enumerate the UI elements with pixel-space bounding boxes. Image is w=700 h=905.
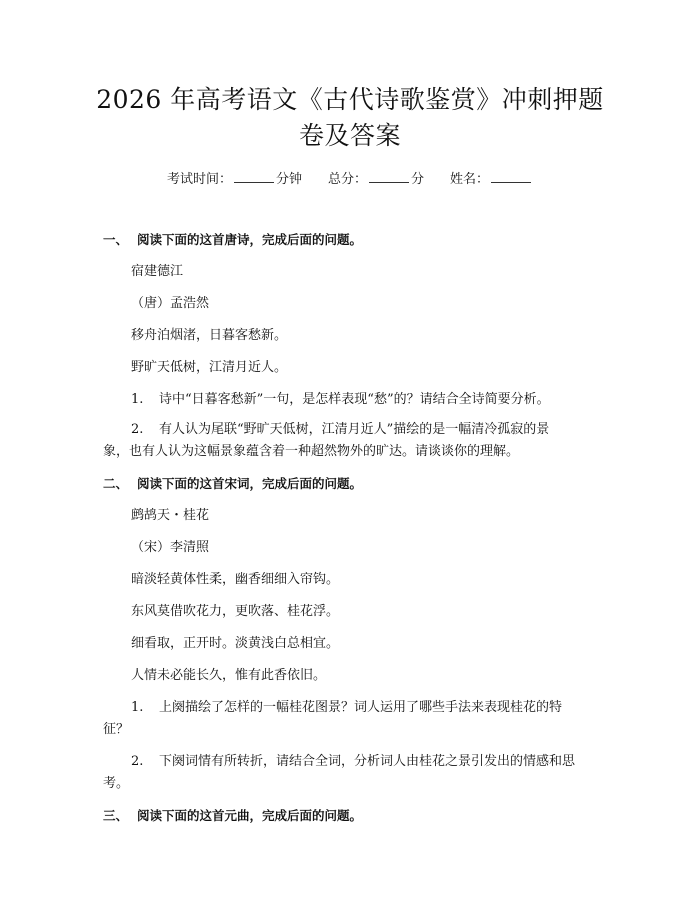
section-heading bbox=[103, 806, 362, 826]
poem-line: 暗淡轻黄体性柔，幽香细细入帘钩。 bbox=[131, 572, 340, 587]
question-text-continued: 考。 bbox=[103, 776, 130, 791]
name-label: 姓名： bbox=[450, 172, 490, 187]
poem-author: （宋）李清照 bbox=[131, 540, 210, 555]
question-text: 上阕描绘了怎样的一幅桂花图景？词人运用了哪些手法来表现桂花的特 bbox=[159, 700, 563, 715]
question bbox=[131, 390, 550, 410]
question-number: 1. bbox=[131, 700, 144, 715]
poem-title: 宿建德江 bbox=[131, 264, 184, 279]
name-blank bbox=[491, 168, 531, 183]
section-heading-text: 阅读下面的这首唐诗，完成后面的问题。 bbox=[137, 232, 363, 247]
exam-info bbox=[0, 168, 700, 190]
section-heading-text: 阅读下面的这首宋词，完成后面的问题。 bbox=[137, 476, 363, 491]
poem-line: 人情未必能长久，惟有此香依旧。 bbox=[131, 668, 327, 683]
poem-line: 东风莫借吹花力，更吹落、桂花浮。 bbox=[131, 604, 340, 619]
section-heading bbox=[103, 230, 362, 250]
question bbox=[131, 752, 575, 772]
title-line-1: 2026 年高考语文《古代诗歌鉴赏》冲刺押题 bbox=[96, 85, 604, 114]
time-label: 考试时间： bbox=[166, 172, 232, 187]
question-number: 2. bbox=[131, 422, 144, 437]
section-heading-text: 阅读下面的这首元曲，完成后面的问题。 bbox=[137, 808, 363, 823]
score-label: 总分： bbox=[327, 172, 367, 187]
score-unit: 分 bbox=[411, 172, 425, 187]
section-number: 二、 bbox=[103, 476, 129, 491]
question bbox=[131, 698, 562, 718]
section-number: 一、 bbox=[103, 232, 129, 247]
score-blank bbox=[369, 168, 409, 183]
poem-title: 鹧鸪天・桂花 bbox=[131, 508, 210, 523]
question-text-continued: 征？ bbox=[103, 722, 130, 737]
time-unit: 分钟 bbox=[275, 172, 302, 187]
question bbox=[131, 420, 549, 440]
poem-line: 移舟泊烟渚，日暮客愁新。 bbox=[131, 328, 288, 343]
time-blank bbox=[234, 168, 274, 183]
question-number: 2. bbox=[131, 754, 144, 769]
poem-line: 细看取，正开时。淡黄浅白总相宜。 bbox=[131, 636, 340, 651]
question-text: 下阕词情有所转折，请结合全词，分析词人由桂花之景引发出的情感和思 bbox=[159, 754, 576, 769]
poem-line: 野旷天低树，江清月近人。 bbox=[131, 360, 288, 375]
section-heading bbox=[103, 474, 362, 494]
question-number: 1. bbox=[131, 392, 144, 407]
section-number: 三、 bbox=[103, 808, 129, 823]
question-text-continued: 象，也有人认为这幅景象蕴含着一种超然物外的旷达。请谈谈你的理解。 bbox=[103, 444, 520, 459]
question-text: 有人认为尾联“野旷天低树，江清月近人”描绘的是一幅清冷孤寂的景 bbox=[159, 422, 550, 437]
document-title bbox=[90, 82, 610, 154]
question-text: 诗中“日暮客愁新”一句，是怎样表现“愁”的？请结合全诗简要分析。 bbox=[159, 392, 550, 407]
title-line-2: 卷及答案 bbox=[298, 121, 401, 150]
poem-author: （唐）孟浩然 bbox=[131, 296, 210, 311]
